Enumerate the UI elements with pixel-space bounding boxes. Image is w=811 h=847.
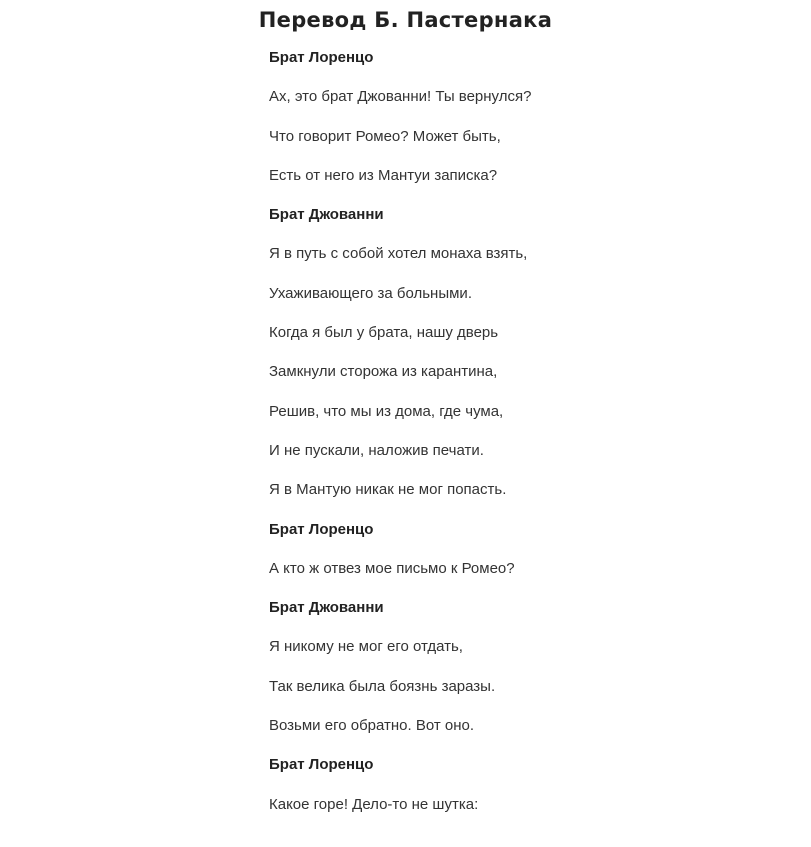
verse-line: Замкнули сторожа из карантина, (269, 363, 498, 381)
speaker-name: Брат Лоренцо (269, 49, 374, 66)
poem-text (269, 47, 789, 833)
verse-line: Я в путь с собой хотел монаха взять, (269, 245, 528, 263)
verse-line: Так велика была боязнь заразы. (269, 677, 496, 695)
verse-line: Есть от него из Мантуи записка? (269, 166, 498, 184)
verse-line: Что говорит Ромео? Может быть, (269, 127, 501, 145)
verse-line: Я никому не мог его отдать, (269, 638, 463, 656)
speaker-name: Брат Джованни (269, 206, 384, 224)
speaker-name: Брат Лоренцо (269, 520, 374, 538)
verse-line: Я в Мантую никак не мог попасть. (269, 481, 507, 499)
verse-line: И не пускали, наложив печати. (269, 441, 484, 459)
page-title: Перевод Б. Пастернака (258, 8, 553, 32)
verse-line: Решив, что мы из дома, где чума, (269, 402, 504, 420)
verse-line: Какое горе! Дело-то не шутка: (269, 795, 479, 813)
verse-line: Возьми его обратно. Вот оно. (269, 717, 475, 735)
speaker-name: Брат Джованни (269, 599, 384, 617)
verse-line: Когда я был у брата, нашу дверь (269, 324, 499, 342)
verse-line: Ухаживающего за больными. (269, 284, 472, 302)
speaker-name: Брат Лоренцо (269, 756, 374, 774)
verse-line: Ах, это брат Джованни! Ты вернулся? (269, 88, 532, 106)
verse-line: А кто ж отвез мое письмо к Ромео? (269, 559, 515, 577)
